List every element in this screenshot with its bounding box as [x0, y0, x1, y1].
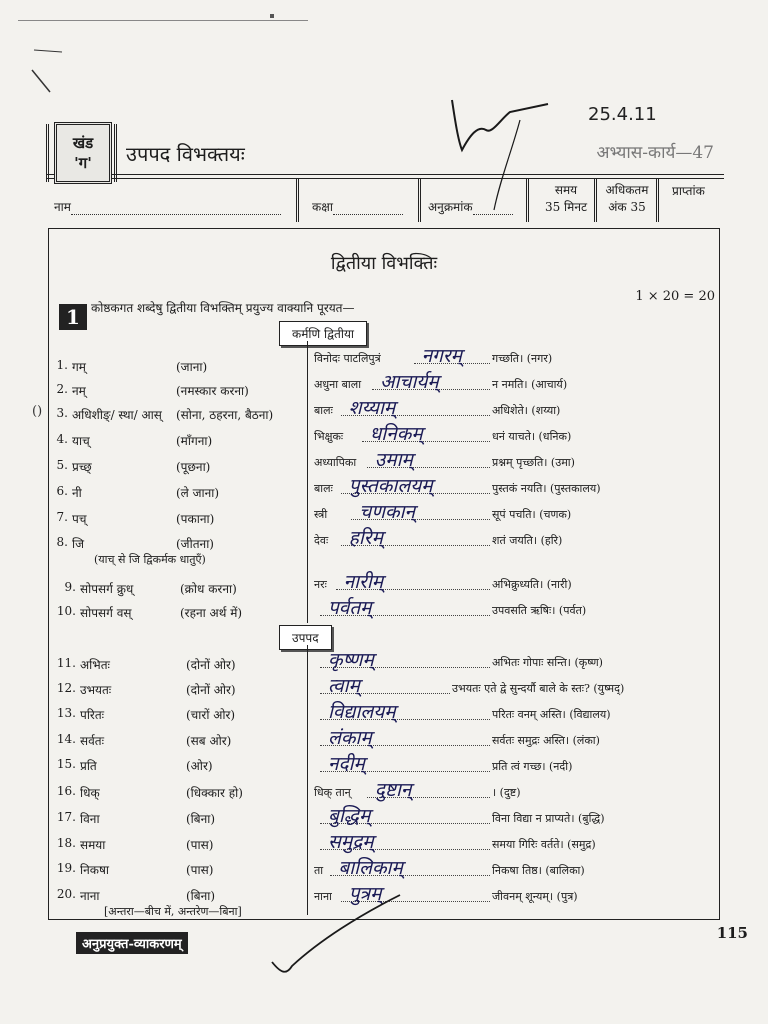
item-number: 2.: [56, 382, 68, 396]
sentence-prefix: बालः: [314, 404, 333, 417]
class-field[interactable]: कक्षा: [312, 198, 403, 215]
item-term: प्रति: [80, 759, 97, 773]
item-number: 15.: [56, 757, 76, 771]
item-term: सर्वतः: [80, 734, 105, 748]
answer-field[interactable]: दुष्टान्: [374, 779, 412, 801]
answer-field[interactable]: पुत्रम्: [348, 883, 382, 905]
item-term: सोपसर्ग वस्: [80, 606, 132, 620]
item-meaning: (पास): [186, 863, 214, 877]
item-term: नी: [72, 486, 82, 500]
answer-field[interactable]: नदीम्: [328, 753, 365, 775]
item-number: 3.: [56, 406, 68, 420]
answer-field[interactable]: शय्याम्: [348, 397, 396, 419]
item-number: 8.: [56, 535, 68, 549]
instruction: कोष्ठकगत शब्देषु द्वितीया विभक्तिम् प्रयुज्य वाक्यानि पूरयत—: [91, 301, 355, 315]
item-term: पच्: [72, 512, 87, 526]
section-badge: खंड 'ग': [54, 122, 112, 184]
sentence-suffix: न नमति। (आचार्य): [492, 378, 568, 391]
page-number: 115: [716, 924, 748, 942]
handwritten-date: 25.4.11: [588, 104, 657, 125]
name-field[interactable]: नाम: [54, 198, 281, 215]
item-term: धिक्: [80, 786, 100, 800]
answer-field[interactable]: चणकान्: [359, 501, 416, 523]
item-meaning: (जाना): [176, 360, 208, 374]
item-term: प्रच्छ्: [72, 460, 92, 474]
item-term: गम्: [72, 360, 86, 374]
sentence-suffix: प्रति त्वं गच्छ। (नदी): [492, 760, 573, 773]
page-title: उपपद विभक्तयः: [126, 142, 245, 166]
sentence-prefix: भिक्षुकः: [314, 430, 344, 443]
sentence-prefix: अध्यापिका: [314, 456, 357, 469]
item-term: निकषा: [80, 863, 110, 877]
item-meaning: (रहना अर्थ में): [180, 606, 243, 620]
item-number: 6.: [56, 484, 68, 498]
time-cell: समय 35 मिनट: [544, 183, 588, 214]
item-term: अधिशीङ्/ स्था/ आस्: [72, 408, 162, 422]
answer-field[interactable]: त्वाम्: [328, 675, 360, 697]
answer-field[interactable]: नारीम्: [343, 571, 384, 593]
answer-field[interactable]: नगरम्: [421, 345, 462, 367]
book-title: अनुप्रयुक्त-व्याकरणम्: [76, 932, 188, 954]
margin-bracket: (): [32, 404, 43, 419]
obtained-marks-cell: प्राप्तांक: [672, 184, 705, 198]
answer-field[interactable]: बुद्धिम्: [328, 805, 371, 827]
item-term: समया: [80, 838, 106, 852]
sentence-prefix: विनोदः पाटलिपुत्रं: [314, 352, 381, 365]
note-dvikarmak: (याच् से जि द्विकर्मक धातुएँ): [94, 553, 206, 566]
sentence-prefix: नाना: [314, 890, 332, 903]
item-meaning: (ले जाना): [176, 486, 220, 500]
item-meaning: (पास): [186, 838, 214, 852]
label-karmani: कर्मणि द्वितीया: [279, 321, 367, 346]
item-meaning: (दोनों ओर): [186, 658, 236, 672]
sentence-suffix: परितः वनम् अस्ति। (विद्यालय): [492, 708, 611, 721]
item-meaning: (बिना): [186, 889, 216, 903]
sentence-prefix: ता: [314, 864, 324, 877]
sentence-suffix: अधिशेते। (शय्या): [492, 404, 561, 417]
item-term: उभयतः: [80, 683, 112, 697]
sentence-suffix: उभयतः एते द्वे सुन्दर्यौ बाले के स्तः? (युष्मद्): [452, 682, 625, 695]
item-term: याच्: [72, 434, 90, 448]
answer-field[interactable]: उमाम्: [374, 449, 413, 471]
answer-field[interactable]: पर्वतम्: [328, 597, 372, 619]
item-meaning: (क्रोध करना): [180, 582, 237, 596]
sentence-suffix: अभितः गोपाः सन्ति। (कृष्ण): [492, 656, 603, 669]
sentence-suffix: जीवनम् शून्यम्। (पुत्र): [492, 890, 578, 903]
item-number: 13.: [56, 706, 76, 720]
answer-field[interactable]: धनिकम्: [369, 423, 423, 445]
sentence-suffix: । (दुष्ट): [492, 786, 521, 799]
item-number: 14.: [56, 732, 76, 746]
sentence-suffix: प्रश्नम् पृच्छति। (उमा): [492, 456, 575, 469]
item-term: नम्: [72, 384, 86, 398]
item-number: 10.: [56, 604, 76, 618]
question-number: 1: [59, 304, 87, 330]
sentence-prefix: नरः: [314, 578, 327, 591]
sentence-suffix: समया गिरिः वर्तते। (समुद्र): [492, 838, 596, 851]
item-term: जि: [72, 537, 85, 551]
item-meaning: (पूछना): [176, 460, 211, 474]
item-number: 7.: [56, 510, 68, 524]
exercise-number: अभ्यास-कार्य—47: [596, 143, 714, 163]
item-term: नाना: [80, 889, 100, 903]
marks-allotted: 1 × 20 = 20: [635, 289, 715, 304]
item-meaning: (बिना): [186, 812, 216, 826]
item-number: 17.: [56, 810, 76, 824]
item-term: परितः: [80, 708, 105, 722]
sentence-suffix: विना विद्या न प्राप्यते। (बुद्धि): [492, 812, 605, 825]
sentence-suffix: सूपं पचति। (चणक): [492, 508, 572, 521]
item-meaning: (माँगना): [176, 434, 213, 448]
item-meaning: (सोना, ठहरना, बैठना): [176, 408, 274, 422]
answer-field[interactable]: लंकाम्: [328, 727, 372, 749]
sentence-suffix: गच्छति। (नगर): [492, 352, 553, 365]
item-number: 11.: [56, 656, 76, 670]
item-meaning: (नमस्कार करना): [176, 384, 249, 398]
answer-field[interactable]: विद्यालयम्: [328, 701, 396, 723]
item-meaning: (जीतना): [176, 537, 214, 551]
item-meaning: (दोनों ओर): [186, 683, 236, 697]
item-number: 18.: [56, 836, 76, 850]
answer-field[interactable]: बालिकाम्: [338, 857, 403, 879]
item-number: 5.: [56, 458, 68, 472]
item-meaning: (धिक्कार हो): [186, 786, 243, 800]
sentence-prefix: देवः: [314, 534, 329, 547]
sentence-suffix: अभिक्रुध्यति। (नारी): [492, 578, 572, 591]
answer-field[interactable]: पुस्तकालयम्: [348, 475, 433, 497]
item-meaning: (चारों ओर): [186, 708, 236, 722]
sentence-suffix: पुस्तकं नयति। (पुस्तकालय): [492, 482, 601, 495]
item-number: 19.: [56, 861, 76, 875]
item-term: अभितः: [80, 658, 110, 672]
max-marks-cell: अधिकतम अंक 35: [605, 183, 649, 214]
note-antara: [अन्तरा—बीच में, अन्तरेण—बिना]: [104, 905, 242, 918]
answer-field[interactable]: हरिम्: [348, 527, 383, 549]
item-number: 4.: [56, 432, 68, 446]
sentence-prefix: स्त्री: [314, 508, 328, 521]
sentence-prefix: बालः: [314, 482, 333, 495]
roll-field[interactable]: अनुक्रमांक: [428, 198, 513, 215]
item-number: 12.: [56, 681, 76, 695]
answer-field[interactable]: आचार्यम्: [380, 371, 439, 393]
sentence-suffix: सर्वतः समुद्रः अस्ति। (लंका): [492, 734, 600, 747]
item-term: सोपसर्ग क्रुध्: [80, 582, 134, 596]
item-number: 1.: [56, 358, 68, 372]
item-number: 16.: [56, 784, 76, 798]
item-number: 20.: [56, 887, 76, 901]
section-title: द्वितीया विभक्तिः: [330, 253, 438, 274]
item-meaning: (पकाना): [176, 512, 215, 526]
sentence-suffix: धनं याचते। (धनिक): [492, 430, 572, 443]
sentence-suffix: निकषा तिष्ठ। (बालिका): [492, 864, 585, 877]
sentence-prefix: अधुना बाला: [314, 378, 362, 391]
sentence-suffix: शतं जयति। (हरि): [492, 534, 563, 547]
answer-field[interactable]: कृष्णम्: [328, 649, 374, 671]
sentence-suffix: उपवसति ऋषिः। (पर्वत): [492, 604, 587, 617]
sentence-prefix: धिक् तान्: [314, 786, 351, 799]
item-meaning: (ओर): [186, 759, 213, 773]
item-meaning: (सब ओर): [186, 734, 232, 748]
item-term: विना: [80, 812, 100, 826]
item-number: 9.: [64, 580, 76, 594]
answer-field[interactable]: समुद्रम्: [328, 831, 374, 853]
label-upapad: उपपद: [279, 625, 332, 650]
